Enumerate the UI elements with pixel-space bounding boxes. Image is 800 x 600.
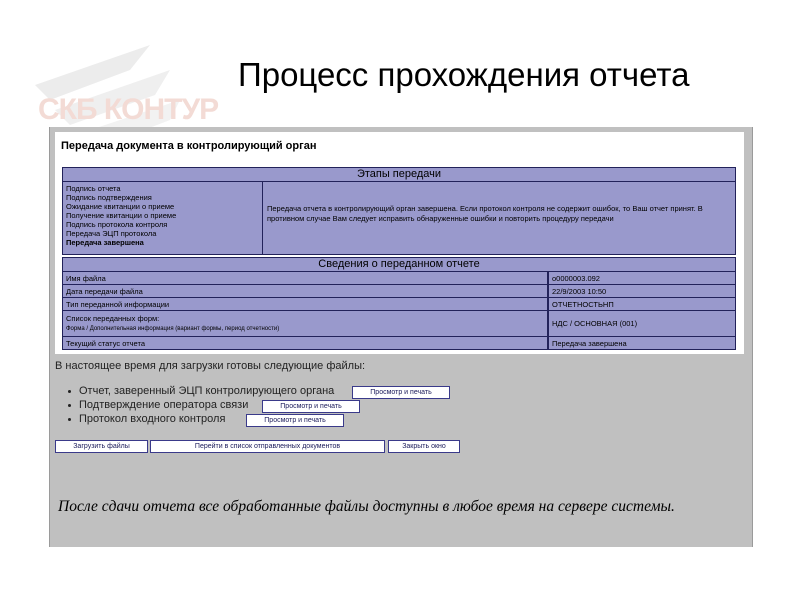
list-item [68, 399, 248, 411]
logo: СКБ КОНТУР [38, 93, 219, 126]
row-value: Передача завершена [548, 336, 736, 350]
row-value: 22/9/2003 10:50 [548, 284, 736, 298]
files-intro: В настоящее время для загрузки готовы следующие файлы: [55, 360, 366, 372]
forms-label: Список переданных форм: [66, 314, 160, 323]
stage-item: Подпись подтверждения [66, 193, 152, 202]
stage-message: Передача отчета в контролирующий орган завершена. Если протокол контроля не содержит ошибок, то Ваш отчет принят. В противном случае Вам следует исправить обнаруженные ошибки и повторить процедуру передачи [262, 181, 736, 255]
stage-item-current: Передача завершена [66, 238, 144, 247]
view-print-protocol-button[interactable]: Просмотр и печать [246, 414, 344, 427]
bullet-icon [68, 390, 71, 393]
stage-item: Получение квитанции о приеме [66, 211, 177, 220]
stage-item: Ожидание квитанции о приеме [66, 202, 175, 211]
transfer-window [55, 132, 744, 354]
upload-files-button[interactable]: Загрузить файлы [55, 440, 148, 453]
row-label: Дата передачи файла [62, 284, 548, 298]
view-print-signed-report-button[interactable]: Просмотр и печать [352, 386, 450, 399]
slide-title: Процесс прохождения отчета [238, 56, 690, 93]
list-item [68, 385, 334, 397]
close-window-button[interactable]: Закрыть окно [388, 440, 460, 453]
file-label: Протокол входного контроля [79, 413, 226, 425]
list-item [68, 413, 225, 425]
row-value: НДС / ОСНОВНАЯ (001) [548, 310, 736, 337]
table-row [62, 284, 736, 298]
row-label: Тип переданной информации [62, 297, 548, 311]
window-header: Передача документа в контролирующий орган [61, 140, 317, 152]
bullet-icon [68, 404, 71, 407]
view-print-confirmation-button[interactable]: Просмотр и печать [262, 400, 360, 413]
row-label-forms [62, 310, 548, 337]
report-info-heading: Сведения о переданном отчете [62, 257, 736, 272]
stages-heading: Этапы передачи [62, 167, 736, 182]
sent-documents-button[interactable]: Перейти в список отправленных документов [150, 440, 385, 453]
table-row [62, 297, 736, 311]
stage-item: Передача ЭЦП протокола [66, 229, 157, 238]
stages-list [62, 181, 263, 255]
table-row [62, 336, 736, 350]
footer-note: После сдачи отчета все обработанные файлы доступны в любое время на сервере системы. [58, 498, 675, 515]
row-label: Текущий статус отчета [62, 336, 548, 350]
row-value: ОТЧЕТНОСТЬНП [548, 297, 736, 311]
stage-item: Подпись отчета [66, 184, 121, 193]
table-row [62, 310, 736, 337]
bullet-icon [68, 418, 71, 421]
file-label: Отчет, заверенный ЭЦП контролирующего органа [79, 385, 335, 397]
file-label: Подтверждение оператора связи [79, 399, 249, 411]
screenshot-panel [49, 127, 753, 547]
forms-sublabel: Форма / Дополнительная информация (вариант формы, период отчетности) [66, 326, 280, 332]
row-label: Имя файла [62, 271, 548, 285]
table-row [62, 271, 736, 285]
row-value: o0000003.092 [548, 271, 736, 285]
stage-item: Подпись протокола контроля [66, 220, 168, 229]
